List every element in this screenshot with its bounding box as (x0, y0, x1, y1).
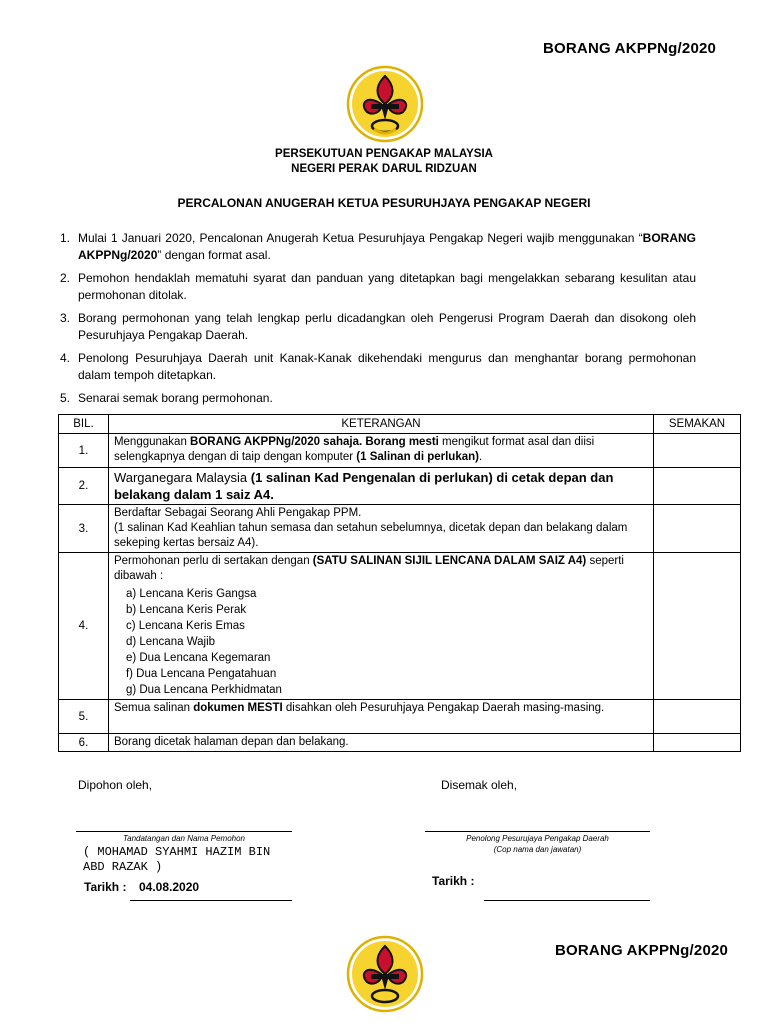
desc-text: . (478, 451, 483, 463)
reviewer-label: Disemak oleh, (441, 778, 518, 792)
applicant-label: Dipohon oleh, (78, 778, 153, 792)
table-row (59, 734, 741, 752)
list-item: g) Dua Lencana Perkhidmatan (125, 684, 282, 696)
table-row (59, 434, 741, 468)
applicant-signature-caption: Tandatangan dan Nama Pemohon (122, 834, 246, 843)
desc-bold: dokumen MESTI (193, 702, 283, 714)
organization-state: NEGERI PERAK DARUL RIDZUAN (291, 163, 477, 175)
row-number: 3. (59, 505, 109, 553)
instruction-number: 1. (60, 231, 71, 245)
list-item: c) Lencana Keris Emas (125, 620, 245, 632)
list-item: e) Dua Lencana Kegemaran (125, 652, 271, 664)
row-number: 1. (59, 434, 109, 468)
row-number: 5. (59, 700, 109, 734)
instruction-number: 5. (60, 391, 71, 405)
list-item: f) Dua Lencana Pengatahuan (125, 668, 277, 680)
checkbox-cell[interactable] (654, 468, 741, 505)
desc-text: Permohonan perlu di sertakan dengan (113, 555, 313, 567)
row-description (108, 700, 653, 734)
badge-list (126, 586, 648, 698)
checkbox-cell[interactable] (654, 734, 741, 752)
column-header-semakan: SEMAKAN (654, 415, 741, 434)
instruction-item (60, 390, 696, 407)
row-number: 4. (59, 553, 109, 700)
instruction-item (60, 310, 696, 344)
column-header-keterangan: KETERANGAN (108, 415, 653, 434)
page-title: PERCALONAN ANUGERAH KETUA PESURUHJAYA PENGAKAP NEGERI (177, 196, 591, 210)
instruction-text (78, 230, 696, 264)
table-row (59, 700, 741, 734)
row-description (108, 468, 653, 505)
table-row (59, 553, 741, 700)
desc-text: Menggunakan (113, 436, 191, 448)
desc-text: Semua salinan (113, 702, 194, 714)
instruction-text-bold: BORANG AKPPNg/2020 (78, 231, 696, 262)
desc-text: mengikut format asal dan diisi selengkapnya dengan di taip dengan komputer (113, 436, 595, 463)
row-number: 2. (59, 468, 109, 505)
instruction-text-part: Mulai 1 Januari 2020, Pencalonan Anugerah Ketua Pesuruhjaya Pengakap Negeri wajib menggunakan “ (78, 231, 643, 245)
row-description (108, 434, 653, 468)
row-description (108, 505, 653, 553)
column-header-bil: BIL. (59, 415, 109, 434)
instruction-number: 4. (60, 351, 71, 365)
desc-bold: BORANG AKPPNg/2020 sahaja. Borang mesti (190, 436, 439, 448)
instruction-text: Pemohon hendaklah mematuhi syarat dan panduan yang ditetapkan bagi mengelakkan sebarang kesulitan atau permohonan ditolak. (78, 271, 696, 302)
applicant-name-cont: ABD RAZAK ) (83, 860, 163, 874)
table-row (59, 468, 741, 505)
desc-text: seperti dibawah : (113, 555, 624, 582)
reviewer-date-label: Tarikh : (432, 874, 475, 888)
checkbox-cell[interactable] (654, 553, 741, 700)
list-item: b) Lencana Keris Perak (125, 604, 247, 616)
date-label: Tarikh : (84, 880, 127, 894)
row-description (108, 553, 653, 700)
applicant-name: ( MOHAMAD SYAHMI HAZIM BIN (83, 845, 271, 859)
desc-text: Berdaftar Sebagai Seorang Ahli Pengakap PPM. (113, 507, 362, 519)
instruction-text: Senarai semak borang permohonan. (78, 391, 273, 405)
row-number: 6. (59, 734, 109, 752)
organization-name: PERSEKUTUAN PENGAKAP MALAYSIA (275, 148, 493, 160)
instruction-number: 2. (60, 271, 71, 285)
list-item: d) Lencana Wajib (125, 636, 216, 648)
checklist-table (58, 414, 741, 752)
instruction-item (60, 270, 696, 304)
form-code-top: BORANG AKPPNg/2020 (543, 40, 717, 57)
table-header-row (59, 415, 741, 434)
reviewer-stamp-caption: (Cop nama dan jawatan) (493, 845, 582, 854)
instruction-text: Borang permohonan yang telah lengkap perlu dicadangkan oleh Pengerusi Program Daerah dan disokong oleh Pesuruhjaya Pengakap Daerah. (78, 311, 696, 342)
instruction-item (60, 350, 696, 384)
instruction-list (60, 230, 696, 407)
instruction-text-part: ” dengan format asal. (157, 248, 271, 262)
desc-text: disahkan oleh Pesuruhjaya Pengakap Daerah masing-masing. (282, 702, 605, 714)
desc-bold: (1 Salinan di perlukan) (356, 451, 479, 463)
date-line (130, 900, 292, 901)
instruction-text: Penolong Pesuruhjaya Daerah unit Kanak-Kanak dikehendaki mengurus dan menghantar borang permohonan dalam tempoh ditetapkan. (78, 351, 696, 382)
desc-bold: (SATU SALINAN SIJIL LENCANA DALAM SAIZ A4) (312, 555, 587, 567)
date-value: 04.08.2020 (139, 880, 200, 894)
row-description: Borang dicetak halaman depan dan belakang. (108, 734, 653, 752)
table-row (59, 505, 741, 553)
desc-text: (1 salinan Kad Keahlian tahun semasa dan setahun sebelumnya, dicetak depan dan belakang dalam sekeping kertas bersaiz A4). (113, 522, 628, 549)
desc-bold: (1 salinan Kad Pengenalan di perlukan) di cetak depan dan belakang dalam 1 saiz A4. (113, 470, 614, 502)
reviewer-signature-line[interactable] (425, 831, 650, 832)
checkbox-cell[interactable] (654, 700, 741, 734)
instruction-item (60, 230, 696, 264)
checkbox-cell[interactable] (654, 434, 741, 468)
instruction-number: 3. (60, 311, 71, 325)
applicant-signature-line[interactable] (76, 831, 292, 832)
reviewer-date-line[interactable] (484, 900, 650, 901)
desc-text: Warganegara Malaysia (113, 470, 251, 485)
scout-emblem-icon (345, 64, 425, 144)
list-item: a) Lencana Keris Gangsa (125, 588, 257, 600)
checkbox-cell[interactable] (654, 505, 741, 553)
form-code-bottom: BORANG AKPPNg/2020 (555, 942, 729, 959)
scout-emblem-icon (345, 934, 425, 1014)
reviewer-signature-caption: Penolong Pesurujaya Pengakap Daerah (466, 834, 609, 843)
